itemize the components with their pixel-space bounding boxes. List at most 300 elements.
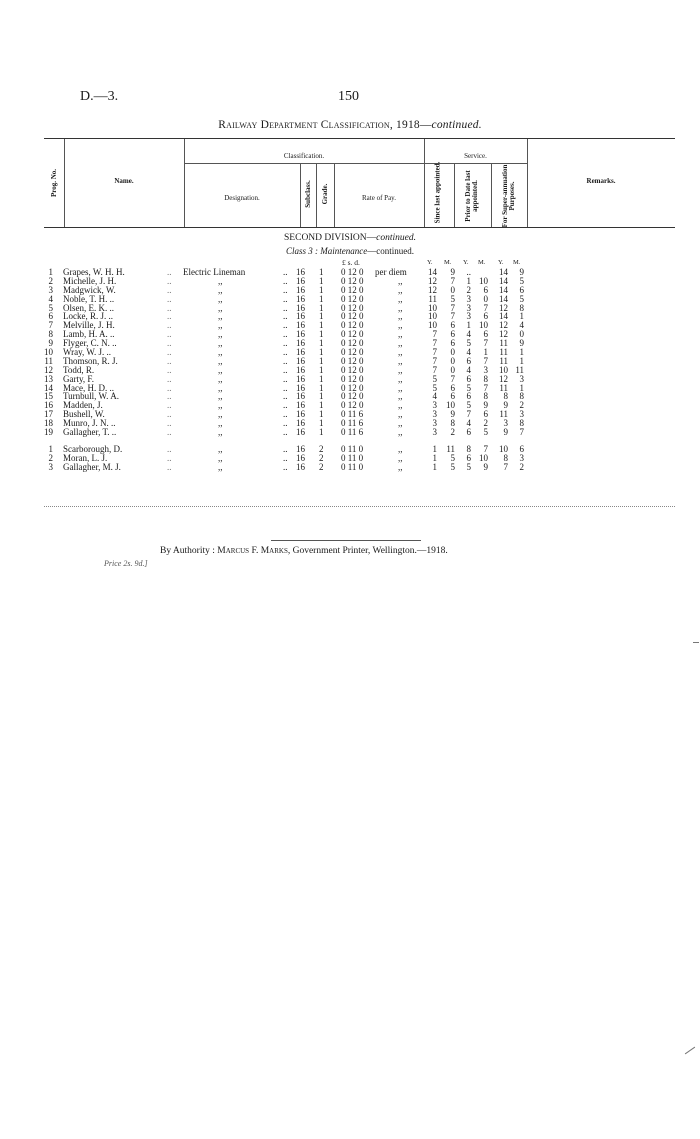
since-last-months: 5: [450, 293, 455, 304]
subclass: 16: [296, 382, 305, 393]
section-title: [0, 233, 700, 243]
rate-of-pay: 0 12 0: [341, 293, 364, 304]
header-prog-no: Prog. No.: [50, 168, 58, 198]
superannuation-years: 9: [503, 400, 508, 411]
row-number: 1: [48, 443, 53, 454]
row-number: 12: [44, 364, 53, 375]
since-last-months: 7: [450, 311, 455, 322]
designation: ,,: [218, 391, 223, 402]
designation: ,,: [218, 338, 223, 349]
leader-dots: ..: [283, 443, 288, 454]
designation: ,,: [218, 329, 223, 340]
since-last-years: 11: [428, 293, 437, 304]
since-last-months: 9: [450, 409, 455, 420]
superannuation-years: 9: [503, 427, 508, 438]
since-last-months: 0: [450, 364, 455, 375]
prior-years: 4: [466, 329, 471, 340]
prior-months: 7: [483, 382, 488, 393]
superannuation-years: 14: [499, 275, 508, 286]
rate-of-pay: 0 12 0: [341, 338, 364, 349]
designation: ,,: [218, 382, 223, 393]
superannuation-months: 0: [519, 329, 524, 340]
staff-name: Locke, R. J. ..: [63, 311, 113, 322]
since-last-months: 10: [446, 400, 455, 411]
leader-dots: ..: [283, 427, 288, 438]
table-bottom-rule: [44, 506, 675, 507]
staff-name: Scarborough, D.: [63, 443, 123, 454]
prior-years: 4: [466, 364, 471, 375]
grade: 1: [319, 364, 324, 375]
leader-dots: ..: [167, 293, 172, 304]
staff-name: Todd, R.: [63, 364, 95, 375]
superannuation-months: 3: [519, 409, 524, 420]
leader-dots: ..: [283, 293, 288, 304]
superannuation-months: 8: [519, 418, 524, 429]
grade: 1: [319, 355, 324, 366]
pay-period: ,,: [398, 284, 403, 295]
grade: 1: [319, 427, 324, 438]
superannuation-years: 8: [503, 391, 508, 402]
pay-period: ,,: [398, 382, 403, 393]
rate-of-pay: 0 11 6: [341, 409, 364, 420]
leader-dots: ..: [283, 452, 288, 463]
pay-period: ,,: [398, 275, 403, 286]
since-last-months: 6: [450, 329, 455, 340]
since-last-months: 11: [446, 443, 455, 454]
since-last-months: 7: [450, 373, 455, 384]
prior-years: 6: [466, 391, 471, 402]
leader-dots: ..: [283, 302, 288, 313]
division-label: SECOND DIVISION—: [284, 233, 377, 243]
pay-period: per diem: [375, 267, 407, 277]
imprint-suffix: , Government Printer, Wellington.—1918.: [287, 546, 448, 556]
unit-m3: M.: [513, 259, 521, 266]
row-number: 11: [44, 355, 53, 366]
since-last-years: 5: [432, 382, 437, 393]
since-last-months: 0: [450, 284, 455, 295]
pay-period: ,,: [398, 320, 403, 331]
staff-name: Gallagher, M. J.: [63, 461, 121, 472]
subclass: 16: [296, 320, 305, 331]
prior-months: 1: [483, 347, 488, 358]
leader-dots: ..: [167, 382, 172, 393]
since-last-months: 7: [450, 275, 455, 286]
superannuation-months: 1: [519, 355, 524, 366]
leader-dots: ..: [167, 409, 172, 420]
leader-dots: ..: [283, 275, 288, 286]
header-name: Name.: [114, 177, 134, 185]
grade: 1: [319, 284, 324, 295]
rate-of-pay: 0 11 0: [341, 461, 364, 472]
staff-name: Flyger, C. N. ..: [63, 338, 117, 349]
subclass: 16: [296, 347, 305, 358]
since-last-years: 7: [432, 338, 437, 349]
designation: ,,: [218, 427, 223, 438]
since-last-months: 7: [450, 302, 455, 313]
staff-name: Grapes, W. H. H.: [63, 267, 125, 277]
row-number: 17: [44, 409, 53, 420]
leader-dots: ..: [283, 364, 288, 375]
pay-period: ,,: [398, 409, 403, 420]
table-row: [0, 428, 700, 437]
prior-years: 5: [466, 338, 471, 349]
header-since-last: Since last appointed.: [433, 161, 442, 224]
row-number: 3: [48, 284, 53, 295]
money-units: £ s. d.: [342, 258, 360, 267]
since-last-months: 6: [450, 382, 455, 393]
prior-years: ..: [466, 267, 471, 277]
staff-name: Noble, T. H. ..: [63, 293, 115, 304]
leader-dots: ..: [283, 329, 288, 340]
prior-years: 4: [466, 347, 471, 358]
pay-period: ,,: [398, 302, 403, 313]
leader-dots: ..: [167, 391, 172, 402]
superannuation-years: 11: [499, 347, 508, 358]
prior-months: 7: [483, 355, 488, 366]
superannuation-years: 10: [499, 364, 508, 375]
row-number: 2: [48, 275, 53, 286]
subclass: 16: [296, 461, 305, 472]
staff-name: Bushell, W.: [63, 409, 105, 420]
leader-dots: ..: [167, 347, 172, 358]
since-last-years: 10: [428, 320, 437, 331]
row-number: 14: [44, 382, 53, 393]
unit-m1: M.: [444, 259, 452, 266]
scan-mark: [693, 642, 699, 643]
prior-years: 3: [466, 293, 471, 304]
staff-name: Thomson, R. J.: [63, 355, 118, 366]
superannuation-years: 12: [499, 373, 508, 384]
superannuation-months: 9: [519, 338, 524, 349]
grade: 1: [319, 347, 324, 358]
superannuation-months: 5: [519, 275, 524, 286]
prior-years: 3: [466, 311, 471, 322]
designation: ,,: [218, 311, 223, 322]
since-last-months: 5: [450, 461, 455, 472]
leader-dots: ..: [283, 284, 288, 295]
prior-months: 6: [483, 284, 488, 295]
superannuation-months: 6: [519, 284, 524, 295]
staff-name: Mace, H. D. ..: [63, 382, 114, 393]
prior-months: 8: [483, 391, 488, 402]
prior-years: 4: [466, 418, 471, 429]
header-service: Service.: [464, 152, 487, 160]
leader-dots: ..: [167, 320, 172, 331]
since-last-years: 7: [432, 347, 437, 358]
grade: 1: [319, 400, 324, 411]
prior-years: 5: [466, 461, 471, 472]
designation: ,,: [218, 418, 223, 429]
grade: 1: [319, 275, 324, 286]
prior-years: 8: [466, 443, 471, 454]
leader-dots: ..: [283, 461, 288, 472]
since-last-years: 3: [432, 400, 437, 411]
pay-period: ,,: [398, 355, 403, 366]
rate-of-pay: 0 12 0: [341, 275, 364, 286]
leader-dots: ..: [283, 400, 288, 411]
staff-name: Wray, W. J. ..: [63, 347, 112, 358]
unit-y1: Y.: [427, 259, 433, 266]
prior-months: 10: [479, 275, 488, 286]
pay-period: ,,: [398, 400, 403, 411]
designation: Electric Lineman: [183, 267, 246, 277]
header-prior-to: Prior to Date last appointed.: [464, 170, 479, 222]
leader-dots: ..: [283, 267, 288, 277]
staff-name: Madden, J.: [63, 400, 103, 411]
pay-period: ,,: [398, 452, 403, 463]
subclass: 16: [296, 400, 305, 411]
superannuation-years: 11: [499, 382, 508, 393]
staff-name: Gallagher, T. ..: [63, 427, 117, 438]
prior-years: 2: [466, 284, 471, 295]
since-last-years: 1: [432, 443, 437, 454]
since-last-years: 10: [428, 302, 437, 313]
grade: 1: [319, 373, 324, 384]
leader-dots: ..: [283, 382, 288, 393]
leader-dots: ..: [167, 355, 172, 366]
prior-years: 5: [466, 382, 471, 393]
since-last-months: 0: [450, 355, 455, 366]
rate-of-pay: 0 12 0: [341, 382, 364, 393]
prior-months: 5: [483, 427, 488, 438]
since-last-years: 5: [432, 373, 437, 384]
unit-y3: Y.: [498, 259, 504, 266]
superannuation-years: 11: [499, 338, 508, 349]
leader-dots: ..: [167, 338, 172, 349]
prior-years: 6: [466, 355, 471, 366]
superannuation-years: 12: [499, 329, 508, 340]
superannuation-years: 12: [499, 320, 508, 331]
rate-of-pay: 0 11 6: [341, 427, 364, 438]
title-continued: continued.: [431, 119, 482, 131]
grade: 1: [319, 320, 324, 331]
designation: ,,: [218, 320, 223, 331]
since-last-months: 6: [450, 338, 455, 349]
superannuation-months: 11: [515, 364, 524, 375]
page-reference: D.—3.: [80, 89, 119, 104]
prior-months: 0: [483, 293, 488, 304]
since-last-months: 9: [450, 267, 455, 277]
row-number: 15: [44, 391, 53, 402]
rate-of-pay: 0 12 0: [341, 311, 364, 322]
unit-y2: Y.: [463, 259, 469, 266]
pay-period: ,,: [398, 461, 403, 472]
subclass: 16: [296, 338, 305, 349]
staff-name: Moran, L. J.: [63, 452, 108, 463]
subclass: 16: [296, 373, 305, 384]
table-header: [44, 138, 675, 228]
leader-dots: ..: [167, 284, 172, 295]
since-last-years: 12: [428, 275, 437, 286]
superannuation-months: 8: [519, 302, 524, 313]
leader-dots: ..: [283, 347, 288, 358]
designation: ,,: [218, 347, 223, 358]
prior-years: 6: [466, 427, 471, 438]
row-number: 16: [44, 400, 53, 411]
rate-of-pay: 0 12 0: [341, 302, 364, 313]
section-subtitle: [0, 246, 700, 256]
subclass: 16: [296, 293, 305, 304]
superannuation-months: 4: [519, 320, 524, 331]
grade: 1: [319, 418, 324, 429]
grade: 2: [319, 461, 324, 472]
leader-dots: ..: [283, 409, 288, 420]
rate-of-pay: 0 12 0: [341, 364, 364, 375]
designation: ,,: [218, 284, 223, 295]
leader-dots: ..: [167, 427, 172, 438]
row-number: 4: [48, 293, 53, 304]
since-last-years: 10: [428, 311, 437, 322]
prior-years: 6: [466, 452, 471, 463]
superannuation-years: 14: [499, 267, 508, 277]
leader-dots: ..: [283, 338, 288, 349]
leader-dots: ..: [167, 364, 172, 375]
pay-period: ,,: [398, 364, 403, 375]
pay-period: ,,: [398, 443, 403, 454]
superannuation-years: 14: [499, 284, 508, 295]
grade: 1: [319, 267, 324, 277]
since-last-years: 3: [432, 418, 437, 429]
subclass: 16: [296, 443, 305, 454]
staff-name: Garty, F.: [63, 373, 94, 384]
superannuation-months: 3: [519, 452, 524, 463]
superannuation-years: 14: [499, 293, 508, 304]
since-last-years: 7: [432, 364, 437, 375]
rate-of-pay: 0 12 0: [341, 267, 364, 277]
grade: 1: [319, 293, 324, 304]
designation: ,,: [218, 400, 223, 411]
since-last-years: 3: [432, 409, 437, 420]
grade: 2: [319, 443, 324, 454]
imprint-prefix: By Authority :: [160, 546, 218, 556]
title-main: Railway Department Classification, 1918—: [218, 119, 432, 131]
prior-months: 3: [483, 364, 488, 375]
leader-dots: ..: [283, 311, 288, 322]
since-last-years: 7: [432, 355, 437, 366]
header-grade: Grade.: [321, 183, 329, 205]
subclass: 16: [296, 311, 305, 322]
designation: ,,: [218, 364, 223, 375]
superannuation-months: 8: [519, 391, 524, 402]
row-number: 5: [48, 302, 53, 313]
superannuation-years: 7: [503, 461, 508, 472]
grade: 1: [319, 409, 324, 420]
document-title: [0, 119, 700, 131]
superannuation-months: 7: [519, 427, 524, 438]
since-last-months: 5: [450, 452, 455, 463]
prior-years: 1: [466, 320, 471, 331]
leader-dots: ..: [167, 275, 172, 286]
page-number: 150: [338, 89, 359, 104]
designation: ,,: [218, 293, 223, 304]
pay-period: ,,: [398, 293, 403, 304]
pay-period: ,,: [398, 347, 403, 358]
prior-months: 10: [479, 320, 488, 331]
designation: ,,: [218, 452, 223, 463]
superannuation-months: 6: [519, 443, 524, 454]
superannuation-years: 11: [499, 409, 508, 420]
since-last-years: 14: [428, 267, 437, 277]
prior-months: 10: [479, 452, 488, 463]
since-last-years: 1: [432, 461, 437, 472]
row-number: 8: [48, 329, 53, 340]
prior-months: 6: [483, 329, 488, 340]
subclass: 16: [296, 452, 305, 463]
grade: 2: [319, 452, 324, 463]
rate-of-pay: 0 12 0: [341, 355, 364, 366]
rate-of-pay: 0 11 0: [341, 452, 364, 463]
row-number: 3: [48, 461, 53, 472]
leader-dots: ..: [167, 400, 172, 411]
imprint-printer: Marcus F. Marks: [217, 546, 288, 556]
leader-dots: ..: [283, 373, 288, 384]
since-last-years: 12: [428, 284, 437, 295]
leader-dots: ..: [283, 355, 288, 366]
since-last-years: 3: [432, 427, 437, 438]
prior-months: 9: [483, 400, 488, 411]
staff-name: Olsen, E. K. ..: [63, 302, 114, 313]
staff-table-body: [0, 268, 700, 472]
row-number: 7: [48, 320, 53, 331]
pay-period: ,,: [398, 418, 403, 429]
header-for-superannuation: For Super-annuation Purposes.: [501, 164, 516, 228]
staff-name: Michelle, J. H.: [63, 275, 117, 286]
pay-period: ,,: [398, 338, 403, 349]
header-subclass: Subclass.: [304, 180, 312, 208]
leader-dots: ..: [167, 311, 172, 322]
header-designation: Designation.: [224, 194, 260, 202]
superannuation-years: 8: [503, 452, 508, 463]
printer-imprint: [160, 546, 448, 556]
designation: ,,: [218, 302, 223, 313]
rate-of-pay: 0 12 0: [341, 373, 364, 384]
rate-of-pay: 0 12 0: [341, 400, 364, 411]
prior-months: 6: [483, 311, 488, 322]
row-number: 13: [44, 373, 53, 384]
subclass: 16: [296, 427, 305, 438]
designation: ,,: [218, 355, 223, 366]
grade: 1: [319, 382, 324, 393]
designation: ,,: [218, 275, 223, 286]
superannuation-months: 2: [519, 461, 524, 472]
subclass: 16: [296, 391, 305, 402]
designation: ,,: [218, 443, 223, 454]
designation: ,,: [218, 373, 223, 384]
superannuation-years: 3: [503, 418, 508, 429]
subclass: 16: [296, 284, 305, 295]
pay-period: ,,: [398, 391, 403, 402]
since-last-months: 8: [450, 418, 455, 429]
row-number: 18: [44, 418, 53, 429]
prior-years: 7: [466, 409, 471, 420]
row-number: 6: [48, 311, 53, 322]
designation: ,,: [218, 409, 223, 420]
leader-dots: ..: [283, 391, 288, 402]
row-number: 1: [48, 267, 53, 277]
prior-months: 7: [483, 302, 488, 313]
grade: 1: [319, 302, 324, 313]
rate-of-pay: 0 12 0: [341, 347, 364, 358]
row-number: 2: [48, 452, 53, 463]
staff-name: Melville, J. H.: [63, 320, 115, 331]
leader-dots: ..: [167, 373, 172, 384]
rate-of-pay: 0 12 0: [341, 284, 364, 295]
header-classification: Classification.: [283, 152, 325, 160]
subclass: 16: [296, 275, 305, 286]
since-last-months: 2: [450, 427, 455, 438]
prior-years: 3: [466, 302, 471, 313]
unit-m2: M.: [478, 259, 486, 266]
